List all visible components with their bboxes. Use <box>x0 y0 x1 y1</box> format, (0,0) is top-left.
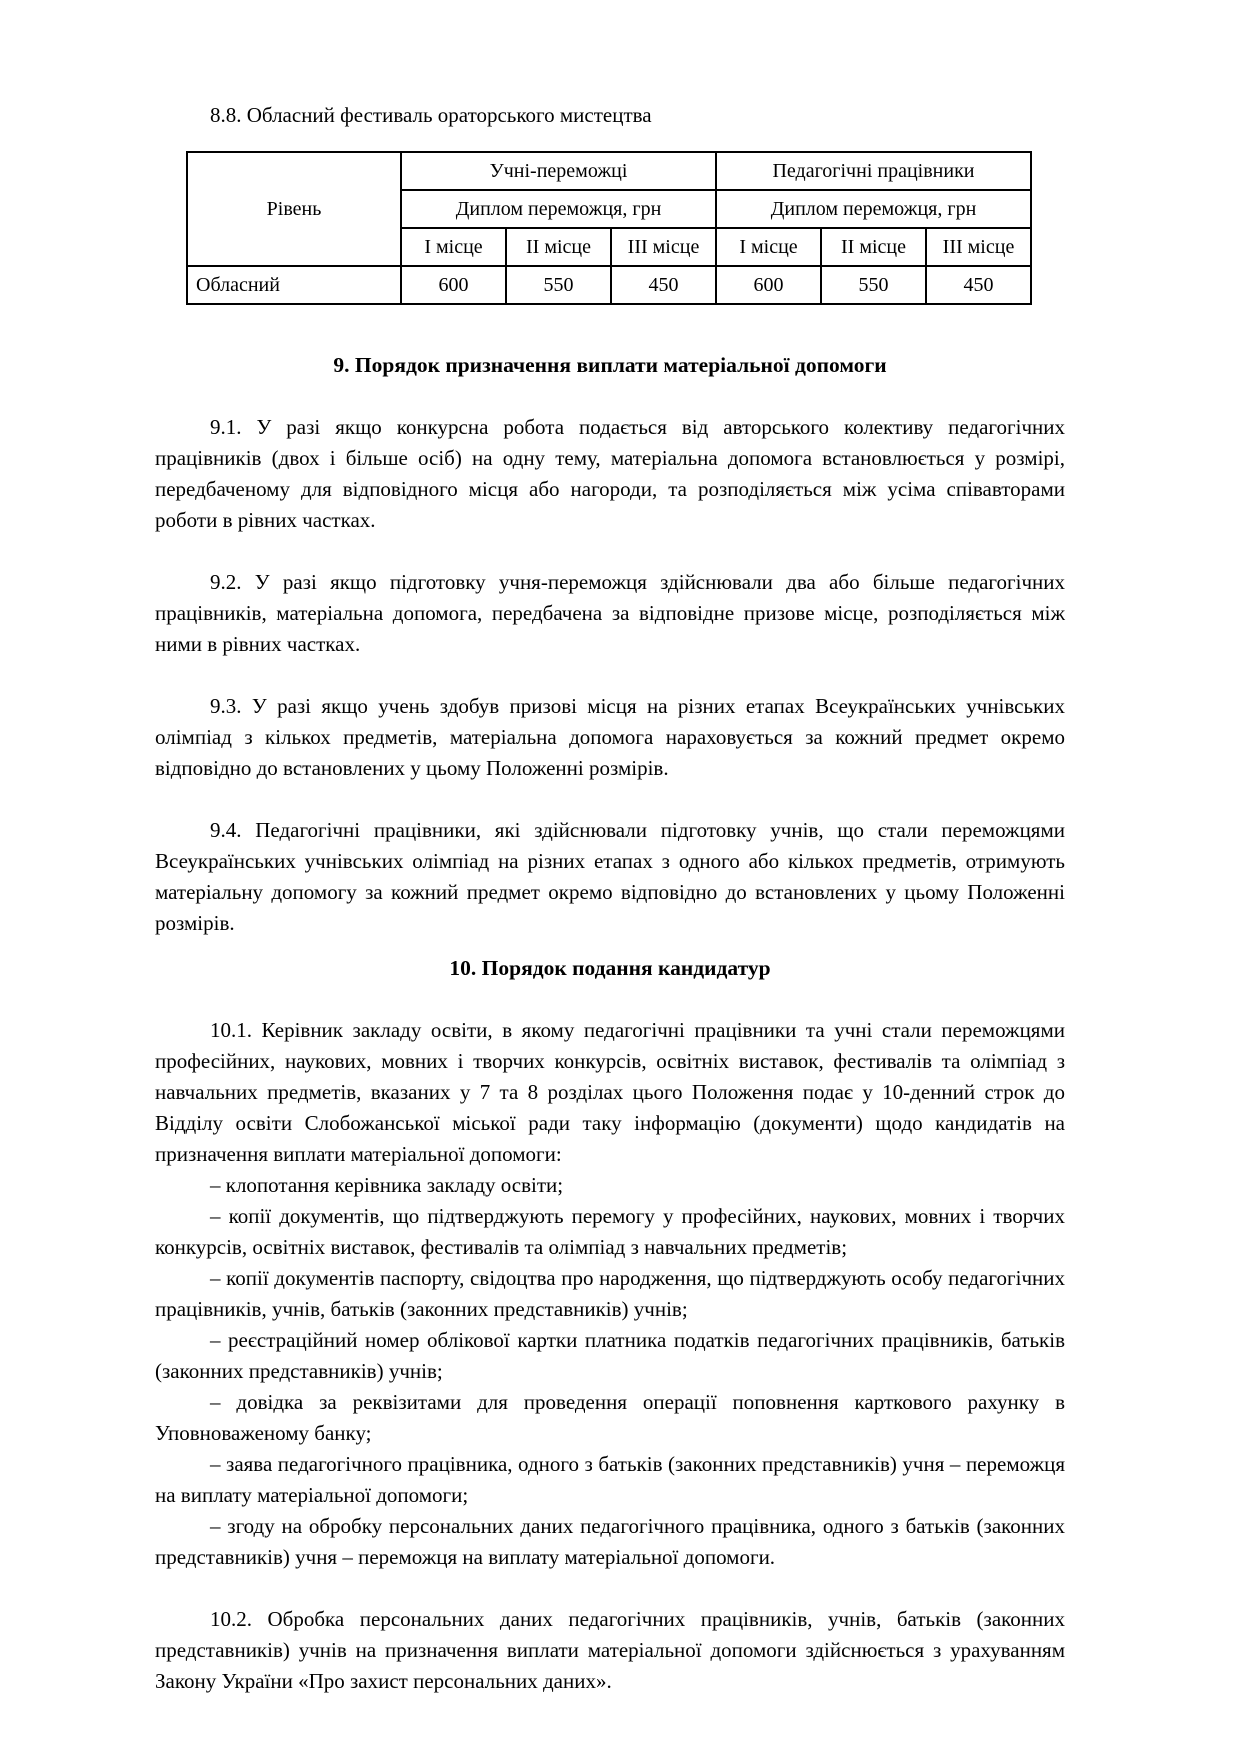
table-cell-value: 450 <box>611 266 716 304</box>
list-item-application: – заява педагогічного працівника, одного з батьків (законних представників) учня – переможця на виплату матеріальної допомоги; <box>155 1452 1065 1507</box>
table-header-place-3-students: ІІІ місце <box>611 228 716 266</box>
table-header-row-groups <box>187 152 1031 190</box>
table-cell-value: 450 <box>926 266 1031 304</box>
table-header-students-winners: Учні-переможці <box>401 152 716 190</box>
list-item-personal-data-consent: – згоду на обробку персональних даних педагогічного працівника, одного з батьків (законних представників) учня – переможця на виплату матеріальної допомоги. <box>155 1514 1065 1569</box>
table-header-place-2-teachers: ІІ місце <box>821 228 926 266</box>
table-header-pedagogical-workers: Педагогічні працівники <box>716 152 1031 190</box>
table-cell-value: 550 <box>821 266 926 304</box>
list-item-bank-reference: – довідка за реквізитами для проведення операції поповнення карткового рахунку в Уповноваженому банку; <box>155 1390 1065 1445</box>
table-row-oblasnyi <box>187 266 1031 304</box>
table-header-diploma-students: Диплом переможця, грн <box>401 190 716 228</box>
table-cell-level: Обласний <box>187 266 401 304</box>
table-header-place-3-teachers: ІІІ місце <box>926 228 1031 266</box>
list-item-victory-documents: – копії документів, що підтверджують перемогу у професійних, наукових, мовних і творчих конкурсів, освітніх виставок, фестивалів та олімпіад з навчальних предметів; <box>155 1204 1065 1259</box>
list-item-passport-documents: – копії документів паспорту, свідоцтва про народження, що підтверджують особу педагогічних працівників, учнів, батьків (законних представників) учнів; <box>155 1266 1065 1321</box>
awards-table <box>186 151 1032 305</box>
section-8-8-heading: 8.8. Обласний фестиваль ораторського мистецтва <box>210 103 652 127</box>
paragraph-9-3: 9.3. У разі якщо учень здобув призові місця на різних етапах Всеукраїнських учнівських олімпіад з кількох предметів, матеріальна допомога нараховується за кожний предмет окремо відповідно до встановлених у цьому Положенні розмірів. <box>155 694 1065 780</box>
paragraph-10-1: 10.1. Керівник закладу освіти, в якому педагогічні працівники та учні стали переможцями професійних, наукових, мовних і творчих конкурсів, освітніх виставок, фестивалів та олімпіад з навчальних предметів, вказаних у 7 та 8 розділах цього Положення подає у 10-денний строк до Відділу освіти Слобожанської міської ради таку інформацію (документи) щодо кандидатів на призначення виплати матеріальної допомоги: <box>155 1018 1065 1166</box>
paragraph-9-1: 9.1. У разі якщо конкурсна робота подається від авторського колективу педагогічних працівників (двох і більше осіб) на одну тему, матеріальна допомога встановлюється у розмірі, передбаченому для відповідного місця або нагороди, та розподіляється між усіма співавторами роботи в рівних частках. <box>155 415 1065 532</box>
table-header-diploma-teachers: Диплом переможця, грн <box>716 190 1031 228</box>
section-10-title: 10. Порядок подання кандидатур <box>449 956 771 980</box>
table-cell-value: 550 <box>506 266 611 304</box>
section-9-title: 9. Порядок призначення виплати матеріальної допомоги <box>333 353 887 377</box>
table-cell-value: 600 <box>716 266 821 304</box>
table-header-level: Рівень <box>187 152 401 266</box>
table-header-place-1-students: І місце <box>401 228 506 266</box>
paragraph-9-4: 9.4. Педагогічні працівники, які здійснювали підготовку учнів, що стали переможцями Всеукраїнських учнівських олімпіад на різних етапах з одного або кількох предметів, отримують матеріальну допомогу за кожний предмет окремо відповідно до встановлених у цьому Положенні розмірів. <box>155 818 1065 935</box>
list-item-tax-number: – реєстраційний номер облікової картки платника податків педагогічних працівників, батьків (законних представників) учнів; <box>155 1328 1065 1383</box>
paragraph-10-2: 10.2. Обробка персональних даних педагогічних працівників, учнів, батьків (законних представників) учнів на призначення виплати матеріальної допомоги здійснюється з урахуванням Закону України «Про захист персональних даних». <box>155 1607 1065 1693</box>
table-cell-value: 600 <box>401 266 506 304</box>
paragraph-9-2: 9.2. У разі якщо підготовку учня-переможця здійснювали два або більше педагогічних працівників, матеріальна допомога, передбачена за відповідне призове місце, розподіляється між ними в рівних частках. <box>155 570 1065 656</box>
list-item-petition: – клопотання керівника закладу освіти; <box>210 1173 564 1197</box>
table-header-place-1-teachers: І місце <box>716 228 821 266</box>
table-header-place-2-students: ІІ місце <box>506 228 611 266</box>
